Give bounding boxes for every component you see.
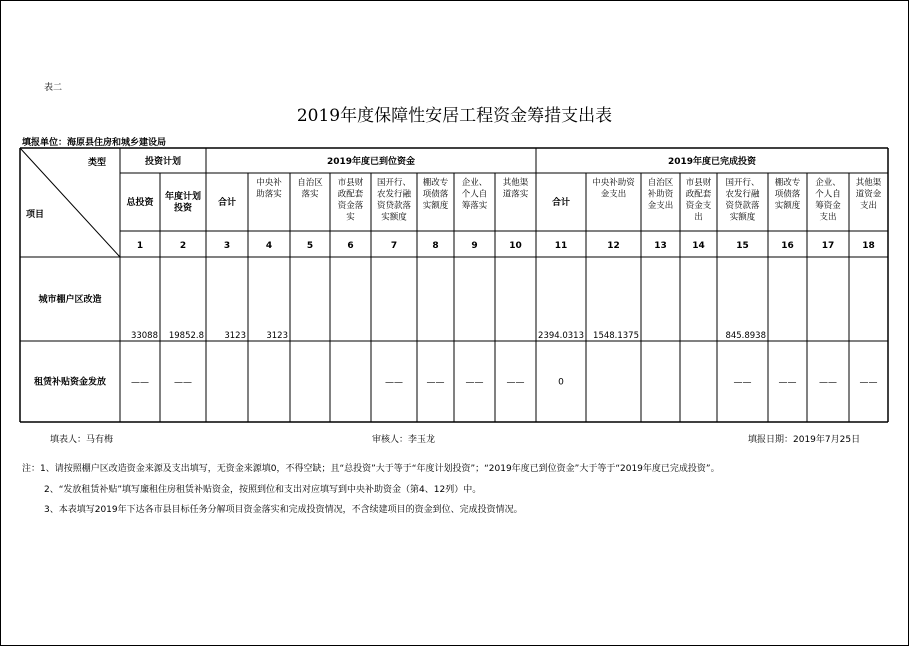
column-number-3: 3 (223, 241, 231, 251)
row2-cell-8: —— (426, 377, 445, 388)
group-invest-plan: 投资计划 (144, 157, 182, 167)
note-2: 2、“发放租赁补贴”填写廉租住房租赁补贴资金，按照到位和支出对应填写到中央补助资金（第4、12列）中。 (44, 485, 482, 495)
note-3: 3、本表填写2019年下达各市县目标任务分解项目资金落实和完成投资情况，不含续建项目的资金到位、完成投资情况。 (44, 505, 523, 515)
column-header-5: 落实 (301, 189, 319, 200)
row2-cell-1: —— (131, 377, 149, 388)
column-number-18: 18 (862, 241, 875, 251)
column-header-16: 实额度 (774, 201, 801, 211)
column-header-18: 支出 (859, 201, 878, 211)
column-number-8: 8 (432, 241, 439, 251)
row1-cell-15: 845.8938 (725, 331, 766, 341)
column-number-4: 4 (265, 241, 273, 251)
column-header-7: 农发行融 (376, 189, 412, 200)
column-header-18: 其他渠 (855, 178, 882, 188)
column-header-7: 实额度 (381, 212, 407, 223)
row1-cell-3: 3123 (224, 331, 246, 341)
column-header-4: 中央补 (256, 178, 282, 188)
column-header-12: 金支出 (600, 189, 627, 200)
column-header-8: 项债落 (422, 189, 449, 200)
row1-cell-4: 3123 (266, 331, 288, 341)
column-header-6: 市县财 (337, 178, 364, 188)
note-1: 注：1、请按照棚户区改造资金来源及支出填写，无资金来源填0，不得空缺；且“总投资”大于等于“年度计划投资”；“2019年度已到位资金”大于等于“2019年度已完成投资”。 (22, 464, 720, 474)
row-label-2: 租赁补贴资金发放 (33, 377, 107, 388)
column-header-6: 实 (346, 212, 355, 223)
row2-cell-10: —— (506, 377, 525, 388)
column-number-11: 11 (554, 241, 568, 251)
row2-cell-7: —— (385, 377, 403, 388)
column-header-14: 出 (694, 212, 703, 223)
column-header-2: 年度计划 (164, 192, 202, 202)
column-header-7: 国开行、 (376, 178, 412, 188)
fill-unit: 填报单位：海原县住房和城乡建设局 (22, 138, 167, 148)
column-header-6: 资金落 (337, 201, 364, 211)
column-header-13: 补助资 (647, 189, 674, 200)
row2-cell-9: —— (465, 377, 484, 388)
column-number-12: 12 (607, 241, 620, 251)
column-header-14: 政配套 (685, 189, 712, 200)
column-number-10: 10 (509, 241, 522, 251)
column-header-17: 企业、 (815, 178, 841, 188)
filler-name: 填表人：马有梅 (50, 435, 114, 445)
column-number-14: 14 (692, 241, 705, 251)
column-header-15: 实额度 (729, 212, 756, 223)
column-header-3: 合计 (217, 198, 237, 208)
column-number-9: 9 (471, 241, 478, 251)
column-header-8: 实额度 (422, 201, 449, 211)
column-header-6: 政配套 (337, 189, 364, 200)
column-header-14: 资金支 (685, 201, 712, 211)
column-header-10: 其他渠 (502, 178, 529, 188)
column-header-8: 棚改专 (422, 178, 449, 188)
row1-cell-1: 33088 (130, 331, 158, 341)
page-title: 2019年度保障性安居工程资金筹措支出表 (296, 106, 613, 126)
column-header-15: 国开行、 (725, 178, 760, 188)
column-header-5: 自治区 (297, 178, 323, 188)
row2-cell-18: —— (859, 377, 878, 388)
column-header-17: 筹资金 (815, 201, 841, 211)
corner-type-label: 类型 (87, 158, 107, 168)
column-header-18: 道资金 (855, 189, 882, 200)
column-header-13: 金支出 (647, 201, 674, 211)
column-header-16: 项债落 (774, 189, 801, 200)
reviewer-name: 审核人：李玉龙 (372, 435, 436, 445)
corner-item-label: 项目 (26, 210, 45, 220)
row2-cell-15: —— (733, 377, 752, 388)
column-number-1: 1 (136, 241, 144, 251)
group-received: 2019年度已到位资金 (326, 157, 416, 167)
column-header-10: 道落实 (502, 189, 529, 200)
row2-cell-11: 0 (558, 377, 564, 388)
column-header-9: 筹落实 (461, 201, 488, 211)
row2-cell-16: —— (778, 377, 797, 388)
column-header-14: 市县财 (685, 178, 712, 188)
row1-cell-12: 1548.1375 (593, 331, 639, 341)
column-number-7: 7 (390, 241, 398, 251)
row2-cell-17: —— (819, 377, 837, 388)
column-number-5: 5 (306, 241, 314, 251)
sheet-label: 表二 (44, 83, 63, 93)
column-header-17: 支出 (819, 212, 837, 223)
column-number-15: 15 (736, 241, 749, 251)
column-header-16: 棚改专 (774, 178, 801, 188)
column-header-11: 合计 (551, 198, 571, 208)
row-label-1: 城市棚户区改造 (38, 295, 102, 305)
column-header-15: 农发行融 (725, 189, 760, 200)
row2-cell-2: —— (174, 377, 192, 388)
column-number-13: 13 (654, 241, 667, 251)
column-header-17: 个人自 (815, 189, 841, 200)
column-number-17: 17 (821, 241, 835, 251)
column-header-12: 中央补助资 (592, 178, 635, 188)
row1-cell-2: 19852.8 (168, 331, 204, 341)
column-header-15: 资贷款落 (725, 201, 760, 211)
row1-cell-11: 2394.0313 (538, 331, 584, 341)
column-number-2: 2 (179, 241, 187, 251)
column-header-1: 总投资 (126, 198, 154, 208)
report-date: 填报日期：2019年7月25日 (748, 435, 861, 445)
column-header-4: 助落实 (256, 189, 282, 200)
column-header-2: 投资 (173, 203, 193, 214)
column-header-9: 个人自 (461, 189, 488, 200)
column-number-6: 6 (347, 241, 354, 251)
group-completed: 2019年度已完成投资 (667, 157, 757, 167)
column-header-9: 企业、 (461, 178, 488, 188)
column-number-16: 16 (781, 241, 794, 251)
column-header-13: 自治区 (647, 178, 674, 188)
column-header-7: 资贷款落 (376, 201, 412, 211)
